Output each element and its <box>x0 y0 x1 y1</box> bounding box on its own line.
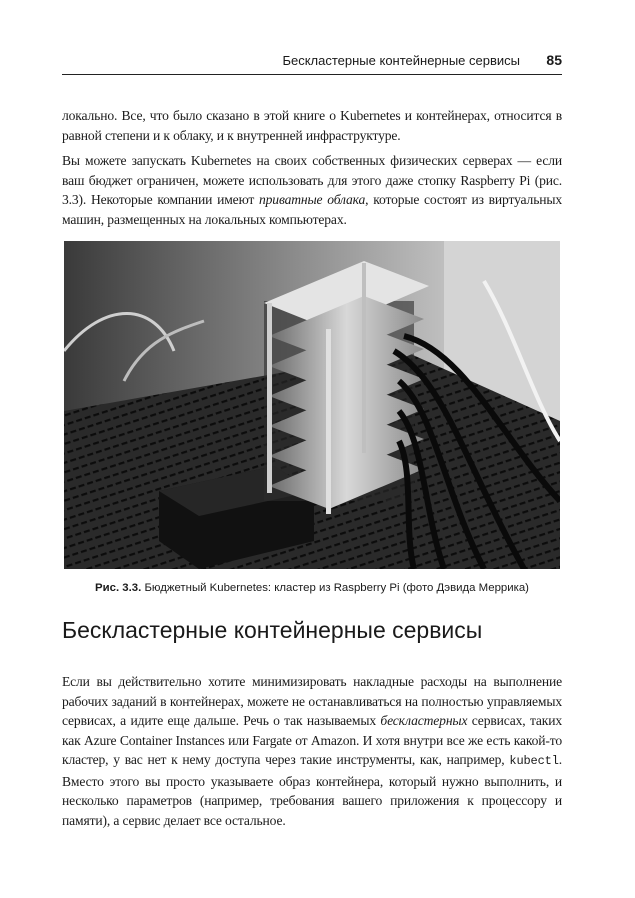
paragraph-clusterless <box>62 672 562 830</box>
paragraph-raspberry <box>62 151 562 229</box>
page-number: 85 <box>546 52 562 68</box>
kubectl-code: kubectl <box>509 754 559 768</box>
paragraph-clusterless-emphasis: бескластерных <box>380 713 468 728</box>
header-rule <box>62 74 562 75</box>
paragraph-intro-text: локально. Все, что было сказано в этой книге о Kubernetes и контейнерах, относится в равной степени и к облаку, и к внутренней инфраструктуре. <box>62 108 562 143</box>
figure-caption <box>62 582 562 594</box>
figure-raspberry-pi-photo <box>64 241 560 569</box>
running-title: Бескластерные контейнерные сервисы <box>282 53 520 68</box>
raspberry-pi-cluster-illustration <box>64 241 560 569</box>
running-head <box>62 51 562 71</box>
section-title: Бескластерные контейнерные сервисы <box>62 617 483 643</box>
paragraph-clusterless-text-3: . Вместо этого вы просто указываете образ контейнера, который нужно выполнить, и несколько параметров (например, требования вашего приложения к процессору и памяти), а сервис делает все остальное. <box>62 752 562 828</box>
paragraph-clusterless-text-2: сервисах, таких как Azure Container Instances или Fargate от Amazon. И хотя внутри все же есть какой-то кластер, у вас нет к нему доступа через такие инструменты, как, например, <box>62 713 563 767</box>
figure-caption-label: Рис. 3.3. <box>95 582 142 594</box>
paragraph-intro <box>62 106 562 145</box>
paragraph-clusterless-text-1: Если вы действительно хотите минимизировать накладные расходы на выполнение рабочих заданий в контейнерах, можете не останавливаться на полностью управляемых сервисах, а идите еще дальше. Речь о так называемых <box>62 674 562 728</box>
paragraph-raspberry-emphasis: приватные облака <box>259 192 366 207</box>
paragraph-raspberry-text-1: Вы можете запускать Kubernetes на своих собственных физических серверах — если ваш бюджет ограничен, можете использовать для этого даже стопку Raspberry Pi (рис. 3.3). Некоторые компании имеют <box>62 153 562 207</box>
figure-caption-text: Бюджетный Kubernetes: кластер из Raspberry Pi (фото Дэвида Меррика) <box>141 582 529 594</box>
paragraph-raspberry-text-2: , которые состоят из виртуальных машин, размещенных на локальных компьютерах. <box>62 192 562 227</box>
